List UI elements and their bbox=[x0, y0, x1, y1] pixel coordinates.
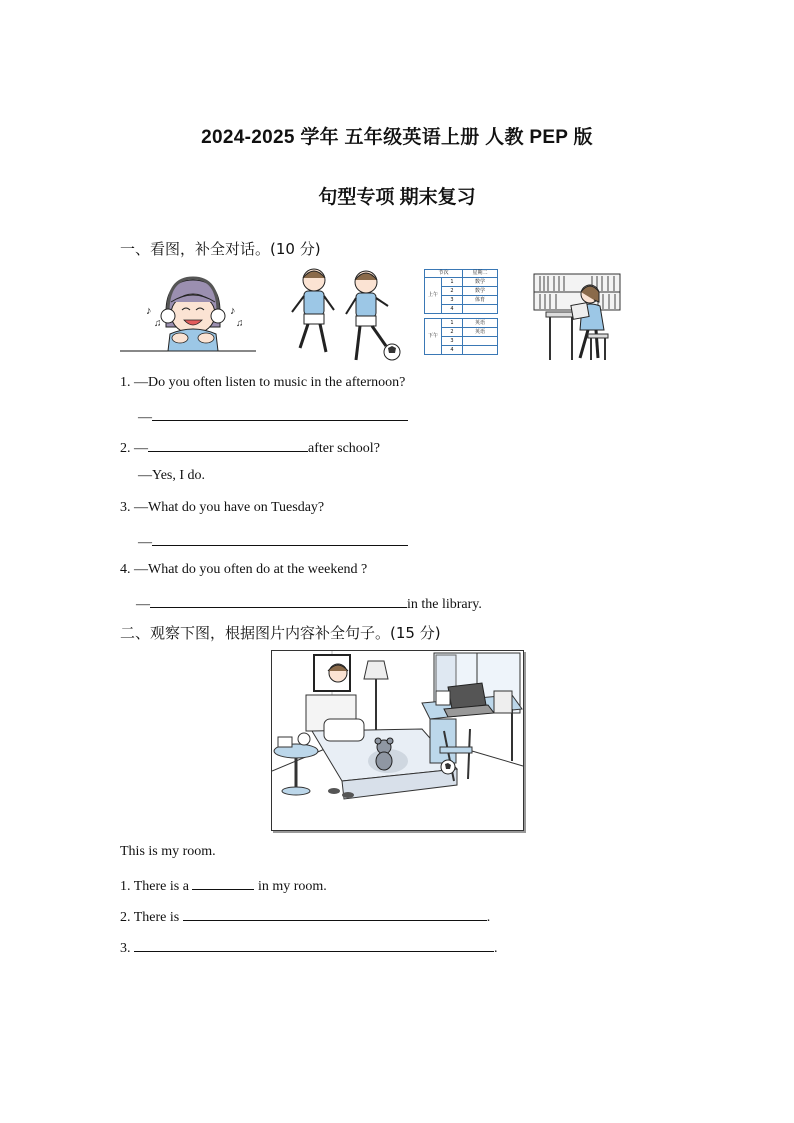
answer-3-blank[interactable] bbox=[152, 531, 408, 546]
boys-playing-football-picture bbox=[286, 266, 404, 364]
girl-listening-music-picture bbox=[118, 272, 258, 362]
sentence-2-row bbox=[120, 906, 490, 926]
timetable-subject: 体育 bbox=[463, 296, 498, 305]
timetable-period: 4 bbox=[442, 346, 463, 355]
question-1: 1. —Do you often listen to music in the afternoon? bbox=[120, 375, 406, 390]
sentence-3-prefix: 3. bbox=[120, 941, 131, 956]
answer-2: —Yes, I do. bbox=[138, 468, 206, 483]
answer-1-blank[interactable] bbox=[152, 406, 408, 421]
timetable-period: 2 bbox=[442, 287, 463, 296]
answer-1-dash: — bbox=[138, 410, 152, 425]
question-2-blank[interactable] bbox=[148, 437, 308, 452]
timetable-period: 3 bbox=[442, 337, 463, 346]
sentence-3-row bbox=[120, 937, 498, 957]
sentence-1-row bbox=[120, 875, 327, 895]
sentence-2-suffix: . bbox=[486, 910, 491, 925]
timetable-subject bbox=[463, 305, 498, 314]
timetable-subject: 英语 bbox=[463, 328, 498, 337]
question-2-prefix: 2. — bbox=[120, 441, 148, 456]
sentence-3-blank[interactable] bbox=[134, 937, 494, 952]
timetable-period: 4 bbox=[442, 305, 463, 314]
answer-3-dash: — bbox=[138, 535, 152, 550]
svg-text:♫: ♫ bbox=[236, 318, 244, 329]
question-2-row bbox=[120, 437, 380, 457]
timetable-subject bbox=[463, 346, 498, 355]
sentence-1-blank[interactable] bbox=[192, 875, 254, 890]
svg-text:♪: ♪ bbox=[230, 305, 236, 317]
timetable-afternoon: 下午 bbox=[425, 319, 442, 355]
girl-reading-in-library-picture bbox=[532, 270, 622, 362]
timetable-period: 3 bbox=[442, 296, 463, 305]
question-2-suffix: after school? bbox=[308, 441, 380, 456]
sentence-1-prefix: 1. There is a bbox=[120, 879, 189, 894]
sentence-2-prefix: 2. There is bbox=[120, 910, 180, 925]
answer-4-row bbox=[136, 593, 482, 613]
timetable-subject: 数学 bbox=[463, 287, 498, 296]
room-intro: This is my room. bbox=[120, 844, 216, 859]
svg-text:♫: ♫ bbox=[154, 318, 162, 329]
timetable-morning: 上午 bbox=[425, 278, 442, 314]
answer-4-dash: — bbox=[136, 597, 150, 612]
timetable-header-period: 节次 bbox=[425, 270, 463, 278]
svg-text:♪: ♪ bbox=[146, 305, 152, 317]
bedroom-picture bbox=[271, 650, 524, 831]
timetable-subject bbox=[463, 337, 498, 346]
answer-4-blank[interactable] bbox=[150, 593, 407, 608]
timetable-header-day: 星期二 bbox=[463, 270, 498, 278]
timetable-period: 2 bbox=[442, 328, 463, 337]
sentence-2-blank[interactable] bbox=[183, 906, 487, 921]
timetable-period: 1 bbox=[442, 278, 463, 287]
question-4: 4. —What do you often do at the weekend ? bbox=[120, 562, 368, 577]
answer-3-row bbox=[138, 531, 408, 551]
sentence-1-suffix: in my room. bbox=[257, 879, 327, 894]
answer-1-row bbox=[138, 406, 408, 426]
section1-heading: 一、看图，补全对话。(10 分) bbox=[120, 240, 321, 258]
question-3: 3. —What do you have on Tuesday? bbox=[120, 500, 325, 515]
timetable-picture bbox=[424, 269, 498, 361]
timetable-subject: 数学 bbox=[463, 278, 498, 287]
sentence-3-suffix: . bbox=[494, 941, 498, 956]
page-subtitle: 句型专项 期末复习 bbox=[318, 187, 476, 208]
answer-4-suffix: in the library. bbox=[407, 597, 482, 612]
timetable-subject: 英语 bbox=[463, 319, 498, 328]
timetable-period: 1 bbox=[442, 319, 463, 328]
section2-heading: 二、观察下图，根据图片内容补全句子。(15 分) bbox=[120, 624, 441, 642]
page-title: 2024-2025 学年 五年级英语上册 人教 PEP 版 bbox=[201, 127, 593, 148]
